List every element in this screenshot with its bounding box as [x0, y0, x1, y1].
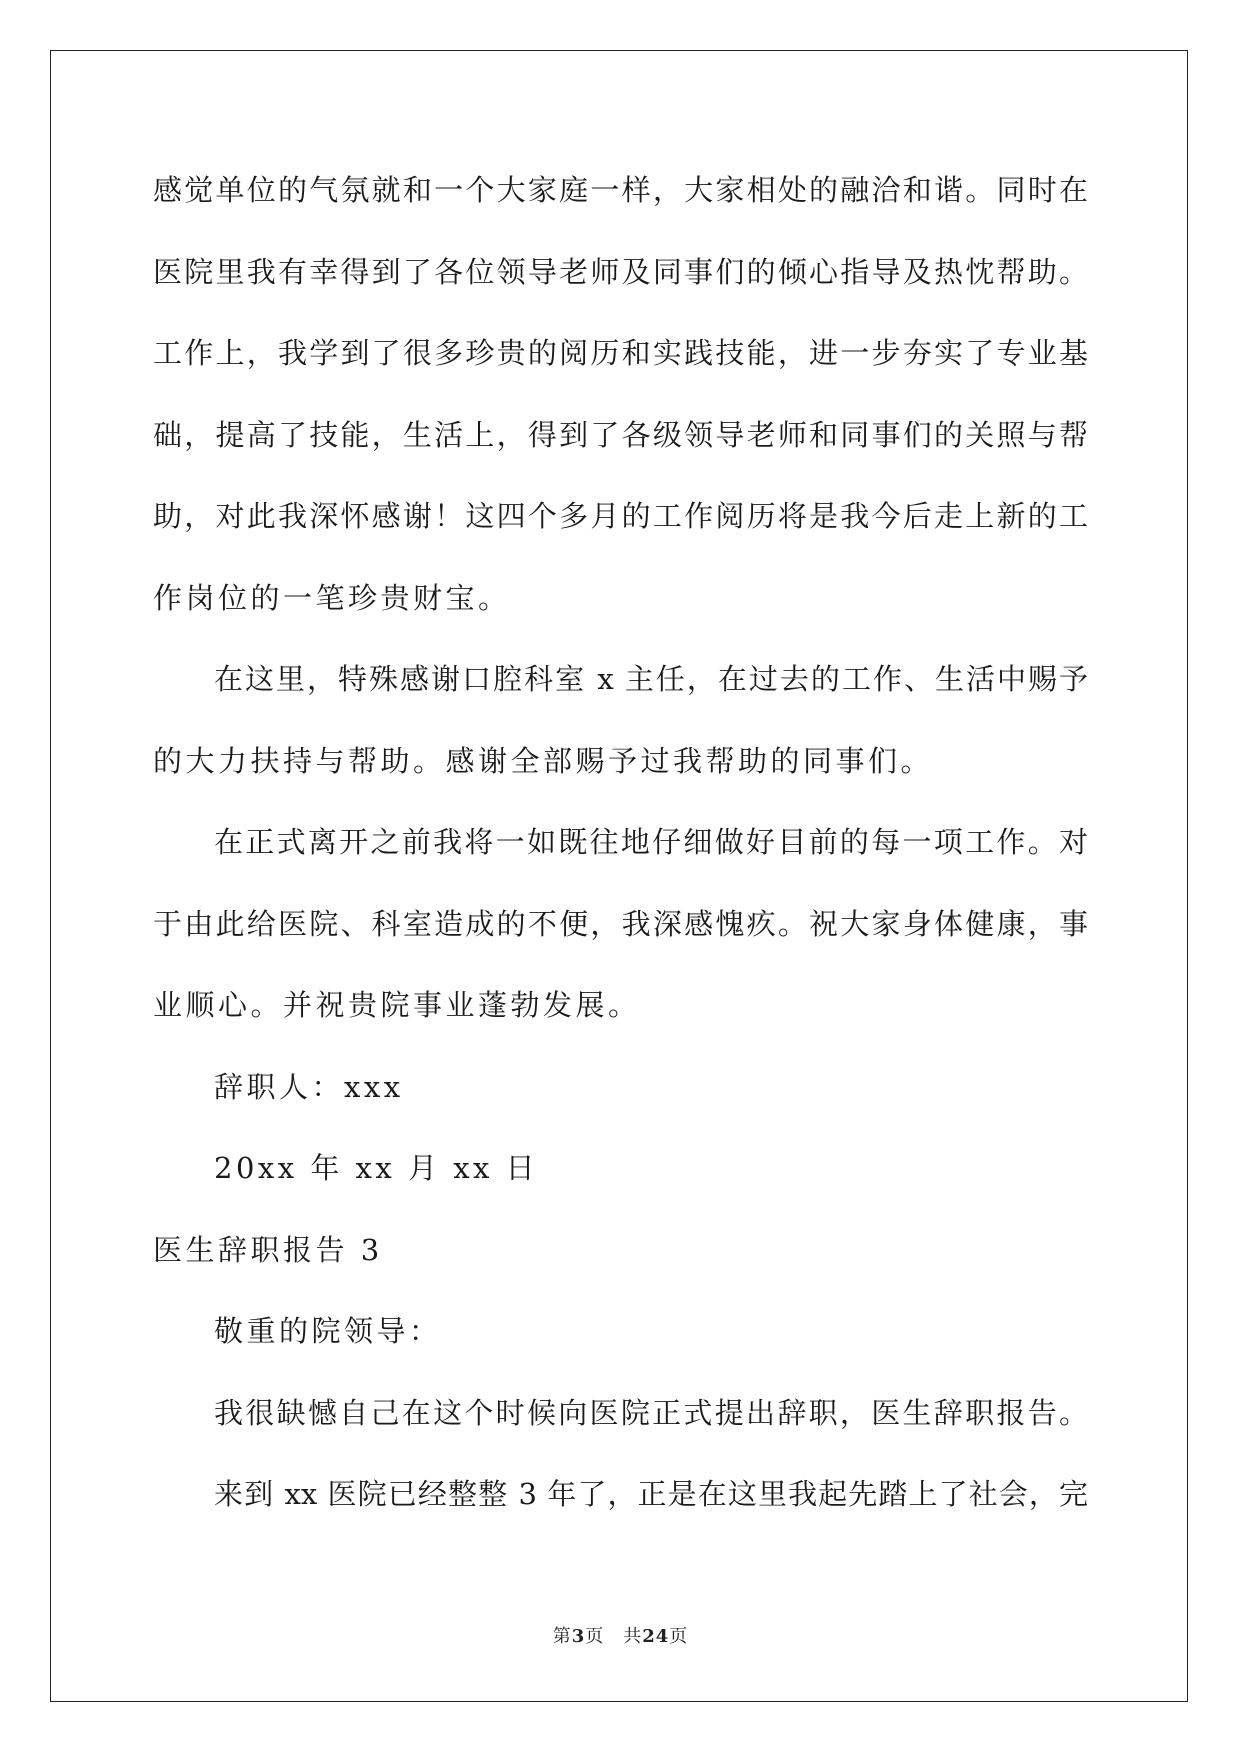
date-line: 20xx 年 xx 月 xx 日 [214, 1151, 539, 1185]
text-line: 作岗位的一笔珍贵财宝。 [153, 580, 511, 615]
section-heading: 医生辞职报告 3 [153, 1232, 383, 1267]
document-body [153, 160, 1088, 1546]
text-line: 医院里我有幸得到了各位领导老师及同事们的倾心指导及热忱帮助。 [153, 254, 1088, 289]
text-line: 我很缺憾自己在这个时候向医院正式提出辞职，医生辞职报告。 [214, 1395, 1088, 1430]
salutation: 敬重的院领导： [214, 1314, 442, 1348]
text-line: 感觉单位的气氛就和一个大家庭一样，大家相处的融洽和谐。同时在 [153, 173, 1088, 207]
page-mid: 页 共 [585, 1626, 643, 1647]
page-total: 24 [642, 1626, 670, 1647]
text-line: 业顺心。并祝贵院事业蓬勃发展。 [153, 988, 641, 1022]
text-line: 助，对此我深怀感谢！这四个多月的工作阅历将是我今后走上新的工 [153, 499, 1088, 533]
text-line: 于由此给医院、科室造成的不便，我深感愧疚。祝大家身体健康，事 [153, 906, 1088, 941]
page-suffix: 页 [669, 1626, 689, 1647]
text-line: 在这里，特殊感谢口腔科室 x 主任，在过去的工作、生活中赐予 [214, 662, 1088, 696]
text-line: 的大力扶持与帮助。感谢全部赐予过我帮助的同事们。 [153, 743, 934, 778]
text-line: 础，提高了技能，生活上，得到了各级领导老师和同事们的关照与帮 [153, 417, 1088, 452]
page-prefix: 第 [552, 1626, 572, 1647]
text-line: 来到 xx 医院已经整整 3 年了，正是在这里我起先踏上了社会，完 [214, 1477, 1088, 1511]
page-current: 3 [571, 1626, 586, 1647]
page-footer [0, 1622, 1241, 1648]
text-line: 工作上，我学到了很多珍贵的阅历和实践技能，进一步夯实了专业基 [153, 336, 1088, 370]
text-line: 在正式离开之前我将一如既往地仔细做好目前的每一项工作。对 [214, 825, 1088, 859]
signature-line: 辞职人：xxx [214, 1069, 404, 1104]
